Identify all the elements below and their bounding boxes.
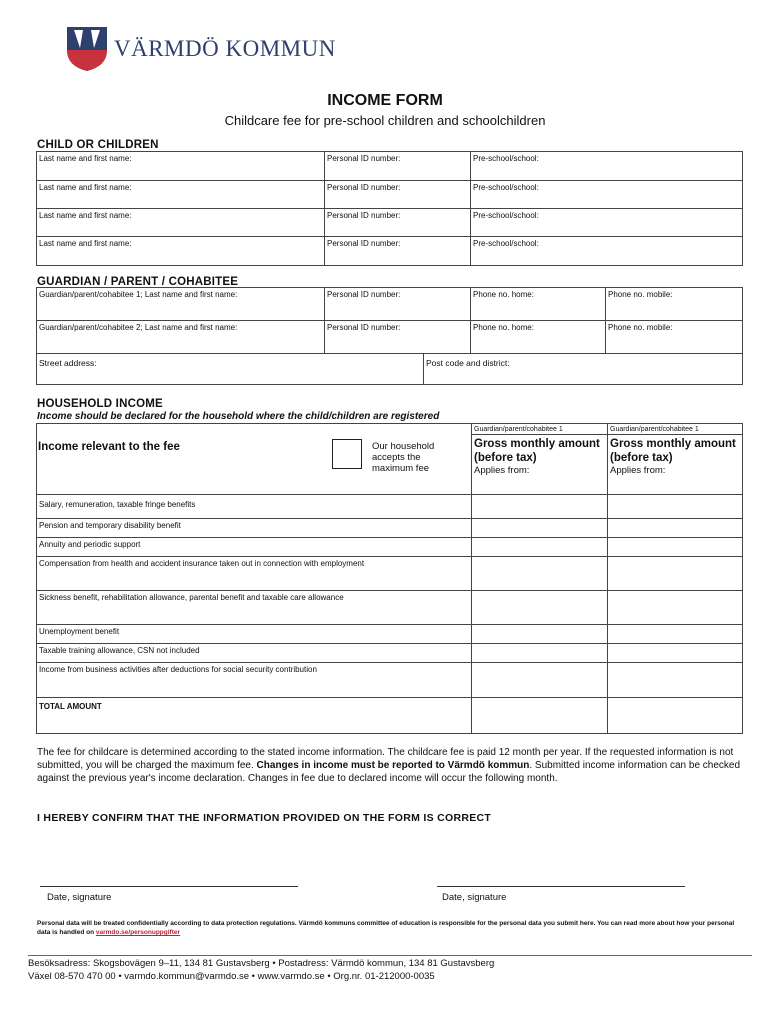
- max-fee-checkbox[interactable]: [332, 439, 362, 469]
- signature-line-2[interactable]: [437, 886, 685, 887]
- children-table: [36, 151, 743, 266]
- income-item-label: Pension and temporary disability benefit: [37, 519, 472, 538]
- income-value-field[interactable]: [608, 557, 743, 591]
- gross-amount-label: Gross monthly amount (before tax): [474, 438, 600, 464]
- max-fee-label: Our household accepts the maximum fee: [372, 441, 435, 474]
- municipality-crest-icon: [66, 26, 108, 72]
- income-item-label: Taxable training allowance, CSN not included: [37, 644, 472, 663]
- info-text-end: . Submitted income information can be checked against the previous year's income declaration. Changes in fee due to declared income will occur the following month.: [37, 760, 741, 784]
- guardian-name-field[interactable]: Guardian/parent/cohabitee 1; Last name and first name:: [37, 288, 325, 321]
- signature-label-2: Date, signature: [442, 892, 507, 903]
- income-value-field[interactable]: [472, 591, 608, 625]
- child-name-field[interactable]: Last name and first name:: [37, 152, 325, 181]
- signature-line-1[interactable]: [40, 886, 298, 887]
- income-item-label: Income from business activities after deductions for social security contribution: [37, 663, 472, 698]
- guardian-id-field[interactable]: Personal ID number:: [325, 288, 471, 321]
- guardian-home-phone-field[interactable]: Phone no. home:: [471, 288, 606, 321]
- confirmation-statement: I HEREBY CONFIRM THAT THE INFORMATION PROVIDED ON THE FORM IS CORRECT: [37, 812, 492, 824]
- income-value-field[interactable]: [472, 644, 608, 663]
- address-table: [36, 353, 743, 385]
- total-amount-label: TOTAL AMOUNT: [37, 698, 472, 734]
- form-title: INCOME FORM: [327, 92, 443, 109]
- info-paragraph: [37, 746, 743, 785]
- income-table: [36, 423, 743, 734]
- guardian-mobile-phone-field[interactable]: Phone no. mobile:: [606, 288, 743, 321]
- guardian1-small-label: Guardian/parent/cohabitee 1: [472, 425, 607, 435]
- child-id-field[interactable]: Personal ID number:: [325, 237, 471, 266]
- children-heading: CHILD OR CHILDREN: [37, 139, 159, 151]
- child-school-field[interactable]: Pre-school/school:: [471, 181, 743, 209]
- info-bold-text: Changes in income must be reported to Värmdö kommun: [256, 760, 530, 771]
- income-value-field[interactable]: [608, 519, 743, 538]
- street-address-field[interactable]: Street address:: [37, 354, 424, 385]
- gross-amount-label: Gross monthly amount (before tax): [610, 438, 736, 464]
- income-value-field[interactable]: [472, 663, 608, 698]
- guardian-id-field[interactable]: Personal ID number:: [325, 321, 471, 354]
- income-value-field[interactable]: [608, 663, 743, 698]
- postcode-field[interactable]: Post code and district:: [424, 354, 743, 385]
- guardian1-header-cell: [472, 424, 608, 495]
- child-school-field[interactable]: Pre-school/school:: [471, 237, 743, 266]
- footer-contact: Växel 08-570 470 00 • varmdo.kommun@varmdo.se • www.varmdo.se • Org.nr. 01-212000-0035: [28, 971, 435, 982]
- child-name-field[interactable]: Last name and first name:: [37, 237, 325, 266]
- income-value-field[interactable]: [472, 495, 608, 519]
- child-name-field[interactable]: Last name and first name:: [37, 209, 325, 237]
- footer-divider: [28, 955, 752, 956]
- guardian-mobile-phone-field[interactable]: Phone no. mobile:: [606, 321, 743, 354]
- privacy-link[interactable]: varmdo.se/personuppgifter: [95, 929, 181, 936]
- income-value-field[interactable]: [608, 625, 743, 644]
- privacy-notice: [37, 919, 743, 937]
- income-heading: HOUSEHOLD INCOME: [37, 398, 163, 410]
- child-school-field[interactable]: Pre-school/school:: [471, 209, 743, 237]
- total-value-field[interactable]: [608, 698, 743, 734]
- child-school-field[interactable]: Pre-school/school:: [471, 152, 743, 181]
- signature-label-1: Date, signature: [47, 892, 112, 903]
- income-value-field[interactable]: [472, 625, 608, 644]
- child-name-field[interactable]: Last name and first name:: [37, 181, 325, 209]
- income-item-label: Compensation from health and accident insurance taken out in connection with employment: [37, 557, 472, 591]
- income-value-field[interactable]: [608, 538, 743, 557]
- income-item-label: Annuity and periodic support: [37, 538, 472, 557]
- guardian2-header-cell: [608, 424, 743, 495]
- form-subtitle: Childcare fee for pre-school children and schoolchildren: [224, 113, 546, 128]
- footer-address: Besöksadress: Skogsbovägen 9–11, 134 81 Gustavsberg • Postadress: Värmdö kommun, 134 81 Gustavsberg: [28, 958, 495, 969]
- applies-from-label: Applies from:: [610, 465, 666, 476]
- child-id-field[interactable]: Personal ID number:: [325, 209, 471, 237]
- income-header-cell: [37, 424, 472, 495]
- income-value-field[interactable]: [608, 644, 743, 663]
- guardian2-small-label: Guardian/parent/cohabitee 1: [608, 425, 742, 435]
- income-value-field[interactable]: [608, 591, 743, 625]
- total-value-field[interactable]: [472, 698, 608, 734]
- income-item-label: Salary, remuneration, taxable fringe benefits: [37, 495, 472, 519]
- child-id-field[interactable]: Personal ID number:: [325, 152, 471, 181]
- income-value-field[interactable]: [472, 557, 608, 591]
- income-value-field[interactable]: [472, 519, 608, 538]
- guardian-name-field[interactable]: Guardian/parent/cohabitee 2; Last name and first name:: [37, 321, 325, 354]
- guardian-table: [36, 287, 743, 354]
- income-item-label: Unemployment benefit: [37, 625, 472, 644]
- info-text: The fee for childcare is determined according to the stated income information. The childcare fee is paid 12 month per year. If the requested information is not submitted, you will be charged the maximum fee.: [37, 747, 734, 771]
- guardian-home-phone-field[interactable]: Phone no. home:: [471, 321, 606, 354]
- income-item-label: Sickness benefit, rehabilitation allowance, parental benefit and taxable care allowance: [37, 591, 472, 625]
- income-value-field[interactable]: [472, 538, 608, 557]
- guardian-heading: GUARDIAN / PARENT / COHABITEE: [37, 276, 239, 288]
- privacy-text: Personal data will be treated confidentially according to data protection regulations. Värmdö kommuns committee of education is responsible for the personal data you submit here. You can read more about how your personal data is handled on: [37, 920, 735, 936]
- income-value-field[interactable]: [608, 495, 743, 519]
- income-relevant-label: Income relevant to the fee: [38, 441, 180, 453]
- org-name: VÄRMDÖ KOMMUN: [114, 36, 336, 61]
- applies-from-label: Applies from:: [474, 465, 530, 476]
- income-note: Income should be declared for the household where the child/children are registered: [37, 411, 440, 422]
- child-id-field[interactable]: Personal ID number:: [325, 181, 471, 209]
